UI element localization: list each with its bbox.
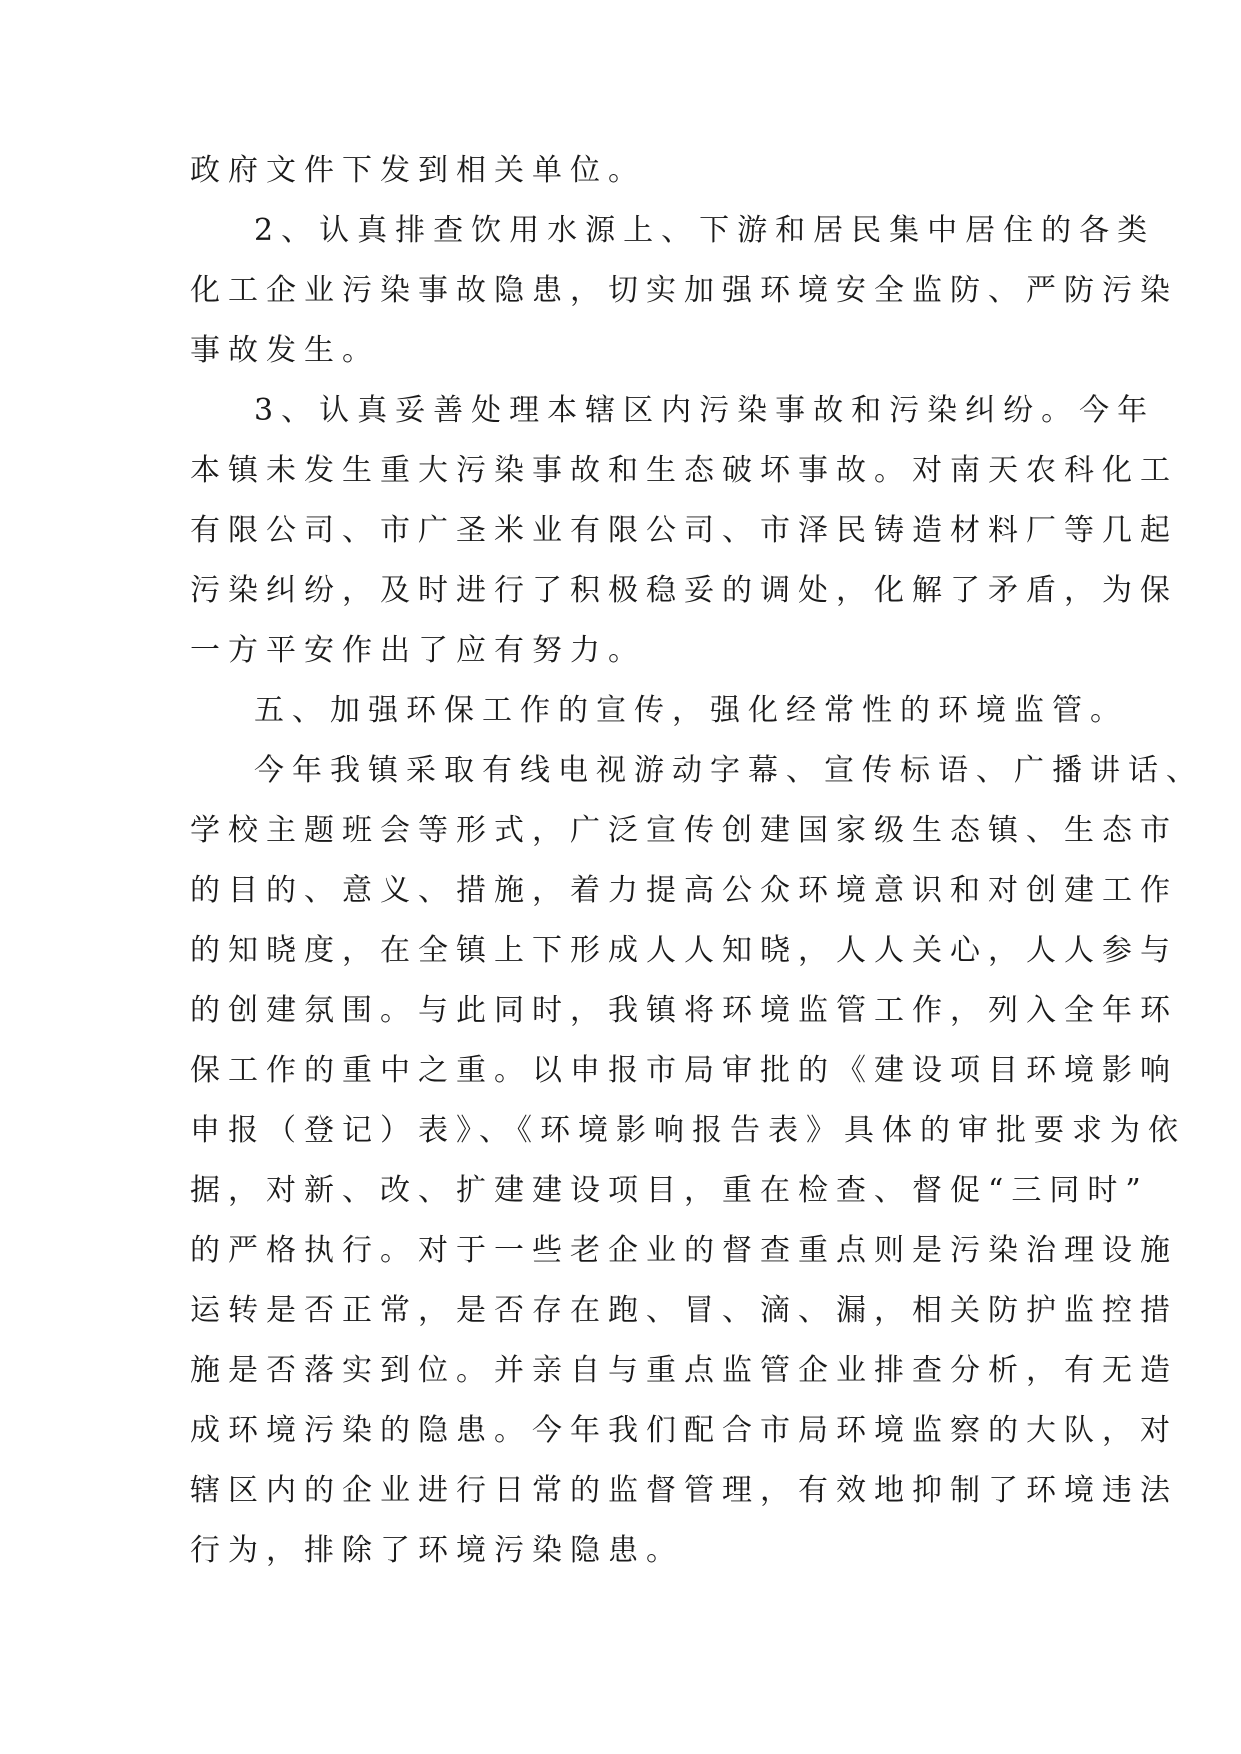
text-line: 化工企业污染事故隐患，切实加强环境安全监防、严防污染 — [190, 273, 1178, 308]
text-line: 保工作的重中之重。以申报市局审批的《建设项目环境影响 — [190, 1053, 1178, 1088]
text-line: 学校主题班会等形式，广泛宣传创建国家级生态镇、生态市 — [190, 813, 1178, 848]
text-line: 今年我镇采取有线电视游动字幕、宣传标语、广播讲话、 — [254, 753, 1204, 788]
text-line: 成环境污染的隐患。今年我们配合市局环境监察的大队，对 — [190, 1413, 1178, 1448]
text-line: 3、认真妥善处理本辖区内污染事故和污染纠纷。今年 — [254, 393, 1156, 428]
text-line: 事故发生。 — [190, 333, 380, 368]
text-line: 的目的、意义、措施，着力提高公众环境意识和对创建工作 — [190, 873, 1178, 908]
text-line: 施是否落实到位。并亲自与重点监管企业排查分析，有无造 — [190, 1353, 1178, 1388]
text-line: 申报（登记）表》、《环境影响报告表》具体的审批要求为依 — [190, 1113, 1186, 1148]
section-heading: 五、加强环保工作的宣传，强化经常性的环境监管。 — [254, 693, 1128, 728]
text-line: 的严格执行。对于一些老企业的督查重点则是污染治理设施 — [190, 1233, 1178, 1268]
text-line: 政府文件下发到相关单位。 — [190, 153, 646, 188]
text-line: 行为，排除了环境污染隐患。 — [190, 1533, 684, 1568]
text-line: 运转是否正常，是否存在跑、冒、滴、漏，相关防护监控措 — [190, 1293, 1178, 1328]
document-body — [190, 153, 1204, 1596]
text-line: 有限公司、市广圣米业有限公司、市泽民铸造材料厂等几起 — [190, 513, 1178, 548]
text-line: 2、认真排查饮用水源上、下游和居民集中居住的各类 — [254, 213, 1156, 248]
text-line: 的创建氛围。与此同时，我镇将环境监管工作，列入全年环 — [190, 993, 1178, 1028]
text-line: 本镇未发生重大污染事故和生态破坏事故。对南天农科化工 — [190, 453, 1178, 488]
text-line: 一方平安作出了应有努力。 — [190, 633, 646, 668]
text-line: 污染纠纷，及时进行了积极稳妥的调处，化解了矛盾，为保 — [190, 573, 1178, 608]
text-line: 辖区内的企业进行日常的监督管理，有效地抑制了环境违法 — [190, 1473, 1178, 1508]
text-line: 的知晓度，在全镇上下形成人人知晓，人人关心，人人参与 — [190, 933, 1178, 968]
text-line: 据，对新、改、扩建建设项目，重在检查、督促“三同时” — [190, 1173, 1149, 1208]
